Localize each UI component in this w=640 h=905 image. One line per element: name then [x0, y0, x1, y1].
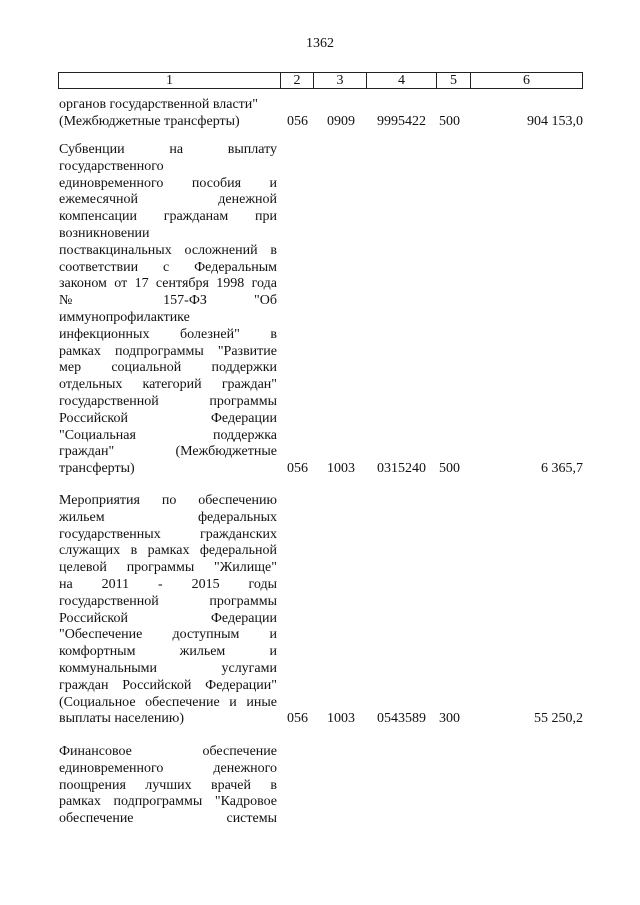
desc-line: компенсации гражданам при: [59, 209, 277, 225]
page-number: 1362: [306, 36, 334, 51]
desc-line: комфортным жильем и: [59, 644, 277, 660]
row-description: [59, 97, 277, 131]
row-description: [59, 744, 277, 828]
col-header-3: 3: [314, 73, 367, 88]
desc-line: граждан Российской Федерации": [59, 677, 277, 693]
row-description: [59, 142, 277, 478]
desc-line: жильем федеральных: [59, 509, 277, 525]
col-header-4: 4: [367, 73, 437, 88]
col-header-6: 6: [523, 73, 530, 88]
desc-line: соответствии с Федеральным: [59, 259, 277, 275]
desc-line: государственных гражданских: [59, 526, 277, 542]
desc-line: служащих в рамках федеральной: [59, 543, 277, 559]
desc-line: государственной программы: [59, 393, 277, 409]
desc-line: возникновении: [59, 225, 150, 241]
section-code: 1003: [327, 711, 355, 727]
expense-type: 500: [439, 113, 460, 129]
col-header-1: 1: [59, 73, 281, 88]
desc-line: выплаты населению): [59, 711, 184, 727]
desc-line: Финансовое обеспечение: [59, 744, 277, 759]
col-header-5: 5: [437, 73, 471, 88]
section-code: 1003: [327, 461, 355, 477]
row-description: [59, 493, 277, 728]
admin-code: 056: [287, 113, 308, 129]
desc-line: граждан" (Межбюджетные: [59, 444, 277, 460]
desc-line: (Межбюджетные трансферты): [59, 113, 240, 129]
desc-line: органов государственной власти": [59, 97, 259, 112]
admin-code: 056: [287, 711, 308, 727]
desc-line: на 2011 - 2015 годы: [59, 576, 277, 592]
desc-line: поощрения лучших врачей в: [59, 777, 277, 793]
expense-type: 500: [439, 461, 460, 477]
desc-line: "Обеспечение доступным и: [59, 627, 277, 643]
desc-line: "Социальная поддержка: [59, 427, 277, 443]
desc-line: ежемесячной денежной: [59, 192, 277, 208]
col-header-2: 2: [281, 73, 314, 88]
desc-line: иммунопрофилактике: [59, 309, 190, 325]
desc-line: единовременного денежного: [59, 760, 277, 776]
desc-line: поствакцинальных осложнений в: [59, 242, 277, 258]
desc-line: № 157-ФЗ "Об: [59, 293, 277, 309]
expense-type: 300: [439, 711, 460, 727]
desc-line: государственной программы: [59, 593, 277, 609]
amount: 904 153,0: [527, 113, 583, 129]
desc-line: трансферты): [59, 461, 135, 477]
desc-line: рамках подпрограммы "Кадровое: [59, 794, 277, 810]
target-code: 0315240: [377, 461, 426, 477]
desc-line: рамках подпрограммы "Развитие: [59, 343, 277, 359]
section-code: 0909: [327, 113, 355, 129]
desc-line: Российской Федерации: [59, 410, 277, 426]
amount: 6 365,7: [541, 461, 583, 477]
desc-line: законом от 17 сентября 1998 года: [59, 276, 277, 292]
desc-line: коммунальными услугами: [59, 660, 277, 676]
desc-line: целевой программы "Жилище": [59, 560, 277, 576]
desc-line: Мероприятия по обеспечению: [59, 493, 277, 508]
amount: 55 250,2: [534, 711, 583, 727]
desc-line: Субвенции на выплату: [59, 142, 277, 157]
target-code: 9995422: [377, 113, 426, 129]
desc-line: единовременного пособия и: [59, 175, 277, 191]
desc-line: инфекционных болезней" в: [59, 326, 277, 342]
target-code: 0543589: [377, 711, 426, 727]
desc-line: отдельных категорий граждан": [59, 377, 277, 393]
desc-line: государственного: [59, 158, 164, 174]
admin-code: 056: [287, 461, 308, 477]
desc-line: Российской Федерации: [59, 610, 277, 626]
table-header: [58, 72, 583, 89]
desc-line: мер социальной поддержки: [59, 360, 277, 376]
desc-line: (Социальное обеспечение и иные: [59, 694, 277, 710]
desc-line: обеспечение системы: [59, 811, 277, 827]
